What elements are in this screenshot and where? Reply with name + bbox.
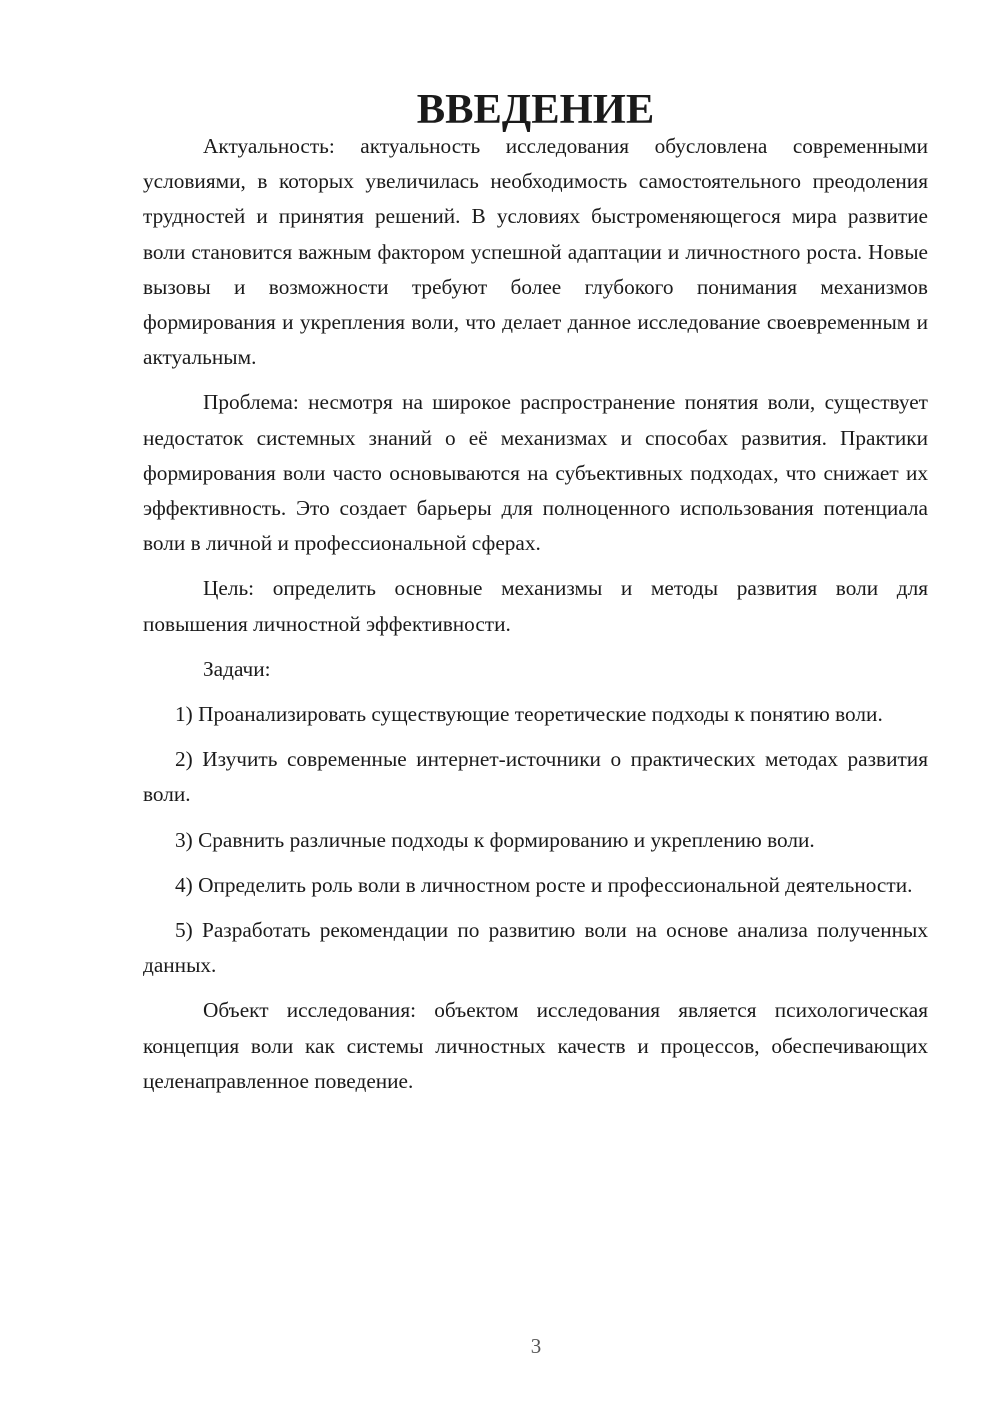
paragraph-object: Объект исследования: объектом исследования является психологическая концепция воли как системы личностных качеств и процессов, обеспечивающих целенаправленное поведение. xyxy=(143,998,928,1093)
task-item-2: 2) Изучить современные интернет-источники о практических методах развития воли. xyxy=(143,747,928,807)
document-page xyxy=(143,86,928,1109)
tasks-heading: Задачи: xyxy=(203,656,271,681)
paragraph-relevance: Актуальность: актуальность исследования обусловлена современными условиями, в которых увеличилась необходимость самостоятельного преодоления трудностей и принятия решений. В условиях быстроменяющегося мира развитие воли становится важным фактором успешной адаптации и личностного роста. Новые вызовы и возможности требуют более глубокого понимания механизмов формирования и укрепления воли, что делает данное исследование своевременным и актуальным. xyxy=(143,134,928,370)
task-item-5: 5) Разработать рекомендации по развитию воли на основе анализа полученных данных. xyxy=(143,918,928,978)
task-item-4: 4) Определить роль воли в личностном росте и профессиональной деятельности. xyxy=(175,872,913,897)
task-item-1: 1) Проанализировать существующие теоретические подходы к понятию воли. xyxy=(175,702,883,727)
task-item-3: 3) Сравнить различные подходы к формированию и укреплению воли. xyxy=(175,827,815,852)
page-number: 3 xyxy=(530,1334,542,1358)
section-title: ВВЕДЕНИЕ xyxy=(416,86,655,133)
paragraph-problem: Проблема: несмотря на широкое распространение понятия воли, существует недостаток системных знаний о её механизмах и способах развития. Практики формирования воли часто основываются на субъективных подходах, что снижает их эффективность. Это создает барьеры для полноценного использования потенциала воли в личной и профессиональной сферах. xyxy=(143,390,928,556)
paragraph-goal: Цель: определить основные механизмы и методы развития воли для повышения личностной эффективности. xyxy=(143,576,928,636)
